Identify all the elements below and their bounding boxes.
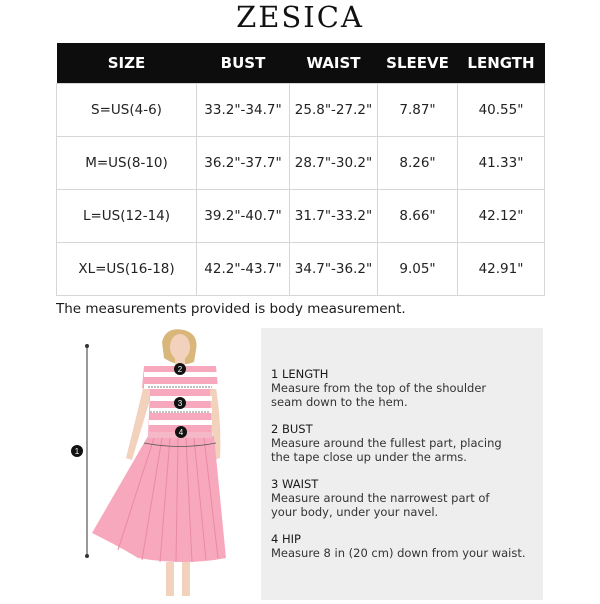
instruction-length — [271, 367, 536, 409]
instruction-title: 3 WAIST — [271, 477, 319, 491]
cell-sleeve: 9.05" — [378, 243, 458, 296]
cell-size: S=US(4-6) — [57, 84, 197, 137]
model-figure — [66, 328, 246, 600]
table-row — [57, 137, 545, 190]
cell-length: 42.12" — [458, 190, 545, 243]
cell-bust: 36.2"-37.7" — [197, 137, 290, 190]
marker-2 — [174, 363, 186, 375]
cell-sleeve: 8.66" — [378, 190, 458, 243]
header-length: LENGTH — [458, 43, 545, 84]
measurement-note: The measurements provided is body measurement. — [56, 301, 406, 317]
instruction-title: 1 LENGTH — [271, 367, 329, 381]
instruction-text: Measure 8 in (20 cm) down from your waist. — [271, 546, 526, 560]
cell-bust: 33.2"-34.7" — [197, 84, 290, 137]
marker-1 — [71, 445, 83, 457]
right-leg — [182, 562, 190, 596]
instruction-title: 2 BUST — [271, 422, 313, 436]
cell-waist: 25.8"-27.2" — [290, 84, 378, 137]
size-chart-table — [56, 43, 545, 296]
instruction-bust — [271, 422, 536, 464]
header-sleeve: SLEEVE — [378, 43, 458, 84]
left-leg — [166, 562, 174, 596]
measurement-instructions-panel — [261, 328, 543, 600]
header-size: SIZE — [57, 43, 197, 84]
cell-length: 40.55" — [458, 84, 545, 137]
header-waist: WAIST — [290, 43, 378, 84]
cell-waist: 34.7"-36.2" — [290, 243, 378, 296]
cell-length: 42.91" — [458, 243, 545, 296]
instruction-text: seam down to the hem. — [271, 395, 408, 409]
cell-waist: 28.7"-30.2" — [290, 137, 378, 190]
instruction-waist — [271, 477, 536, 519]
cell-size: L=US(12-14) — [57, 190, 197, 243]
face — [170, 334, 190, 360]
instruction-title: 4 HIP — [271, 532, 301, 546]
table-row — [57, 190, 545, 243]
marker-3 — [174, 397, 186, 409]
cell-waist: 31.7"-33.2" — [290, 190, 378, 243]
dress-illustration — [66, 328, 246, 600]
cell-bust: 39.2"-40.7" — [197, 190, 290, 243]
cell-sleeve: 7.87" — [378, 84, 458, 137]
instruction-text: your body, under your navel. — [271, 505, 439, 519]
instruction-text: the tape close up under the arms. — [271, 450, 467, 464]
marker-2-label: 2 — [177, 365, 183, 374]
cell-size: M=US(8-10) — [57, 137, 197, 190]
table-header-row — [57, 43, 545, 84]
instruction-text: Measure around the fullest part, placing — [271, 436, 502, 450]
marker-1-label: 1 — [74, 447, 80, 456]
marker-4 — [175, 426, 187, 438]
instruction-text: Measure around the narrowest part of — [271, 491, 490, 505]
cell-bust: 42.2"-43.7" — [197, 243, 290, 296]
header-bust: BUST — [197, 43, 290, 84]
instruction-hip — [271, 532, 536, 560]
brand-logo: ZESICA — [236, 0, 364, 34]
cell-length: 41.33" — [458, 137, 545, 190]
marker-4-label: 4 — [178, 428, 184, 437]
table-row — [57, 84, 545, 137]
cell-size: XL=US(16-18) — [57, 243, 197, 296]
instruction-text: Measure from the top of the shoulder — [271, 381, 487, 395]
table-row — [57, 243, 545, 296]
marker-3-label: 3 — [177, 399, 183, 408]
cell-sleeve: 8.26" — [378, 137, 458, 190]
